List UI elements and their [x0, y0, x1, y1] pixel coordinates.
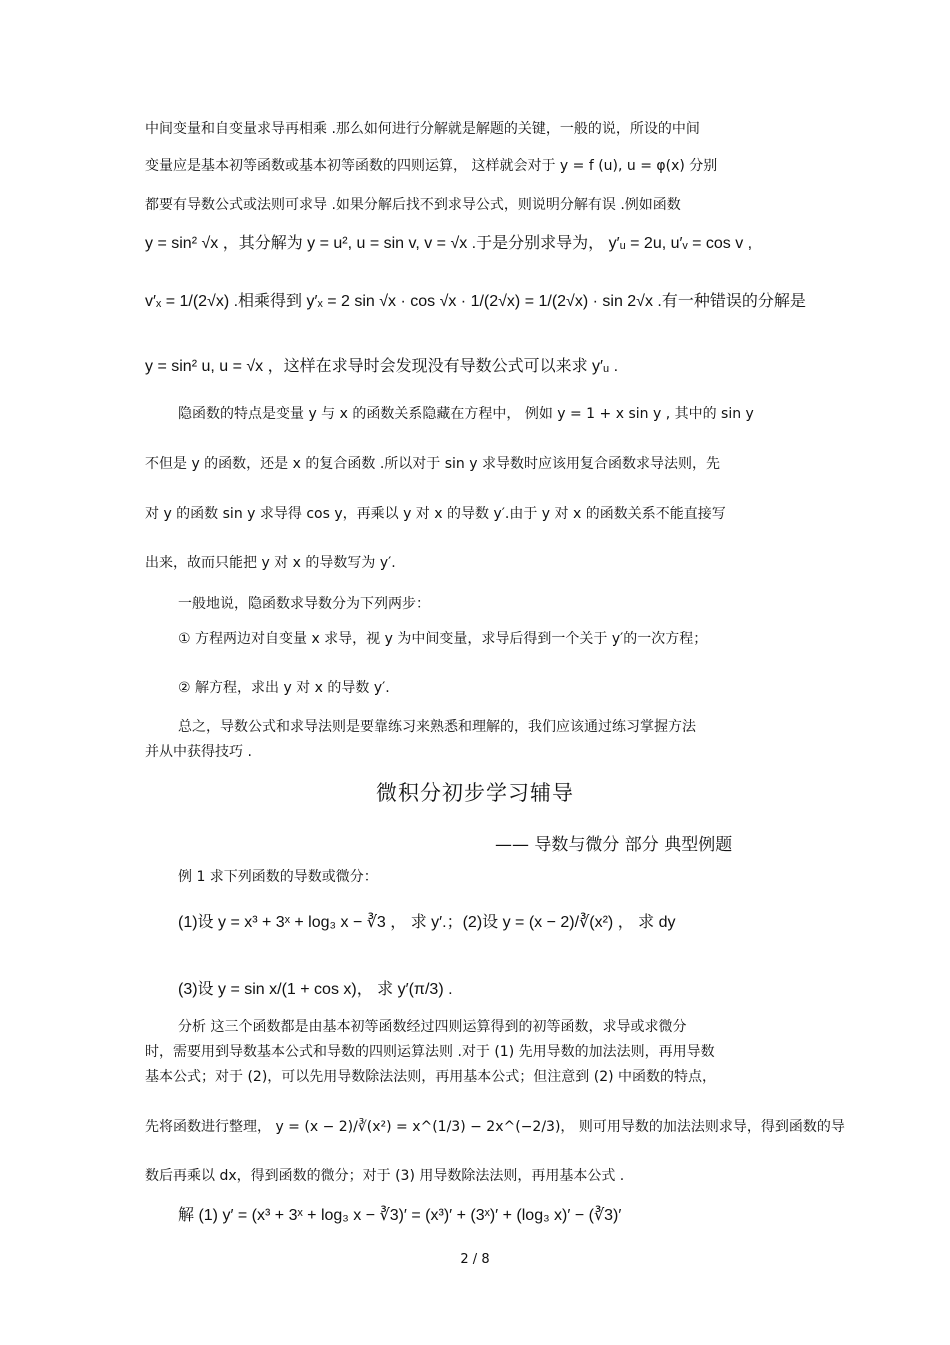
text-line-15: 并从中获得技巧 . [145, 744, 252, 760]
text-line-1: 中间变量和自变量求导再相乘 .那么如何进行分解就是解题的关键，一般的说，所设的中间 [145, 121, 700, 137]
step-2: ② 解方程，求出 y 对 x 的导数 y′. [178, 680, 390, 696]
formula-line-6: y = sin² u, u = √x ，这样在求导时会发现没有导数公式可以来求 y′ᵤ . [145, 358, 619, 375]
example-items-1-2: (1)设 y = x³ + 3ˣ + log₃ x − ∛3 ， 求 y′.；(2)设 y = (x − 2)/∛(x²) ， 求 dy [178, 914, 676, 931]
text-line-9: 对 y 的函数 sin y 求导得 cos y，再乘以 y 对 x 的导数 y′.由于 y 对 x 的函数关系不能直接写 [145, 506, 726, 522]
analysis-line-4: 先将函数进行整理， y = (x − 2)/∛(x²) = x^(1/3) − 2x^(−2/3)， 则可用导数的加法法则求导，得到函数的导 [145, 1119, 845, 1135]
analysis-line-5: 数后再乘以 dx，得到函数的微分；对于 (3) 用导数除法法则，再用基本公式 . [145, 1168, 625, 1184]
section-subtitle: —— 导数与微分 部分 典型例题 [495, 835, 733, 855]
formula-line-4: y = sin² √x ，其分解为 y = u², u = sin v, v = √x .于是分别求导为， y′ᵤ = 2u, u′ᵥ = cos v , [145, 235, 753, 252]
text-line-14: 总之，导数公式和求导法则是要靠练习来熟悉和理解的，我们应该通过练习掌握方法 [178, 719, 696, 735]
section-title: 微积分初步学习辅导 [376, 781, 574, 805]
analysis-line-3: 基本公式；对于 (2)，可以先用导数除法法则，再用基本公式；但注意到 (2) 中函数的特点， [145, 1069, 717, 1085]
text-line-10: 出来，故而只能把 y 对 x 的导数写为 y′. [145, 555, 396, 571]
analysis-line-2: 时，需要用到导数基本公式和导数的四则运算法则 .对于 (1) 先用导数的加法法则，再用导数 [145, 1044, 715, 1060]
text-line-2: 变量应是基本初等函数或基本初等函数的四则运算， 这样就会对于 y = f (u), u = φ(x) 分别 [145, 158, 718, 174]
formula-line-5: v′ₓ = 1/(2√x) .相乘得到 y′ₓ = 2 sin √x · cos √x · 1/(2√x) = 1/(2√x) · sin 2√x .有一种错误的分解是 [145, 293, 806, 310]
text-line-7: 隐函数的特点是变量 y 与 x 的函数关系隐藏在方程中， 例如 y = 1 + x sin y , 其中的 sin y [178, 406, 754, 422]
text-line-8: 不但是 y 的函数，还是 x 的复合函数 .所以对于 sin y 求导数时应该用复合函数求导法则，先 [145, 456, 720, 472]
text-line-3: 都要有导数公式或法则可求导 .如果分解后找不到求导公式，则说明分解有误 .例如函数 [145, 197, 681, 213]
solution-line-1: 解 (1) y′ = (x³ + 3ˣ + log₃ x − ∛3)′ = (x³)′ + (3ˣ)′ + (log₃ x)′ − (∛3)′ [178, 1207, 622, 1224]
analysis-line-1: 分析 这三个函数都是由基本初等函数经过四则运算得到的初等函数，求导或求微分 [178, 1019, 687, 1035]
example-heading: 例 1 求下列函数的导数或微分： [178, 869, 378, 885]
page-number: 2 / 8 [460, 1252, 490, 1267]
step-1: ① 方程两边对自变量 x 求导，视 y 为中间变量，求导后得到一个关于 y′的一次方程； [178, 631, 708, 647]
text-line-11: 一般地说，隐函数求导数分为下列两步： [178, 596, 430, 612]
example-item-3: (3)设 y = sin x/(1 + cos x)， 求 y′(π/3) . [178, 981, 453, 998]
